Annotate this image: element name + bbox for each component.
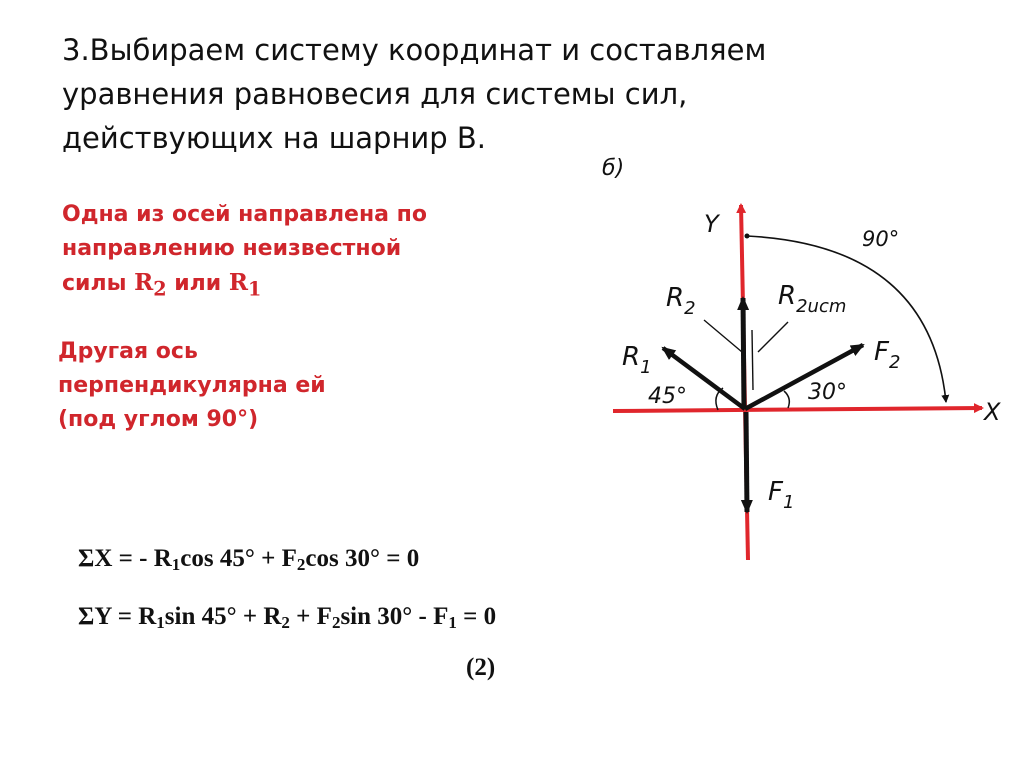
equation-sum-x: ΣX = - $R_1\cos$ $45^\circ + F_2\cos$ 30° = 0 [78, 545, 420, 574]
angle-90-label: 90° [862, 227, 900, 251]
note1-line-1: Одна из осей направлена по [62, 202, 427, 227]
equation-sum-y: $\Sigma Y = R_1\sin$ $45^\circ + R_2 + F_2\sin$ $30^\circ - F_1 = 0$ [78, 603, 497, 632]
note1-line-2: направлению неизвестной [62, 236, 402, 261]
r2-label: $R_2$ [666, 283, 696, 319]
r2ucm-label: $R_{2ucm}$ [778, 281, 847, 317]
angle-30-arc [784, 391, 789, 408]
r2ucm-leader-line [758, 322, 788, 352]
angle-45-label: 45° [648, 384, 687, 409]
r1-label: $R_1$ [622, 342, 652, 378]
x-axis-label: X [984, 398, 1001, 426]
equation-number: (2) [466, 654, 496, 681]
y-axis-label: Y [704, 210, 719, 238]
arc-start-dot [745, 234, 750, 239]
r1-symbol: $R_1$ [228, 269, 262, 301]
heading-line-2: уравнения равновесия для системы сил, [62, 77, 688, 111]
r2-vector [743, 298, 744, 409]
note2-line-1: Другая ось [58, 339, 198, 364]
f1-label: $F_1$ [768, 477, 795, 513]
r2ucm-thin-line [752, 330, 753, 390]
angle-90-arc [747, 236, 946, 402]
figure-tag: б) [602, 156, 625, 181]
note2-line-2: перпендикулярна ей [58, 373, 326, 398]
note1-line-3: силы $R_2$ или $R_1$ [62, 269, 262, 301]
f1-vector [746, 412, 747, 512]
angle-30-label: 30° [808, 380, 847, 405]
r2-symbol: $R_2$ [134, 269, 167, 301]
note2-line-3: (под углом 90°) [58, 407, 259, 432]
heading-line-1: 3.Выбираем систему координат и составляем [62, 33, 767, 67]
heading-line-3: действующих на шарнир В. [62, 121, 486, 155]
f2-label: $F_2$ [874, 337, 901, 373]
r2-leader-line [704, 320, 742, 352]
